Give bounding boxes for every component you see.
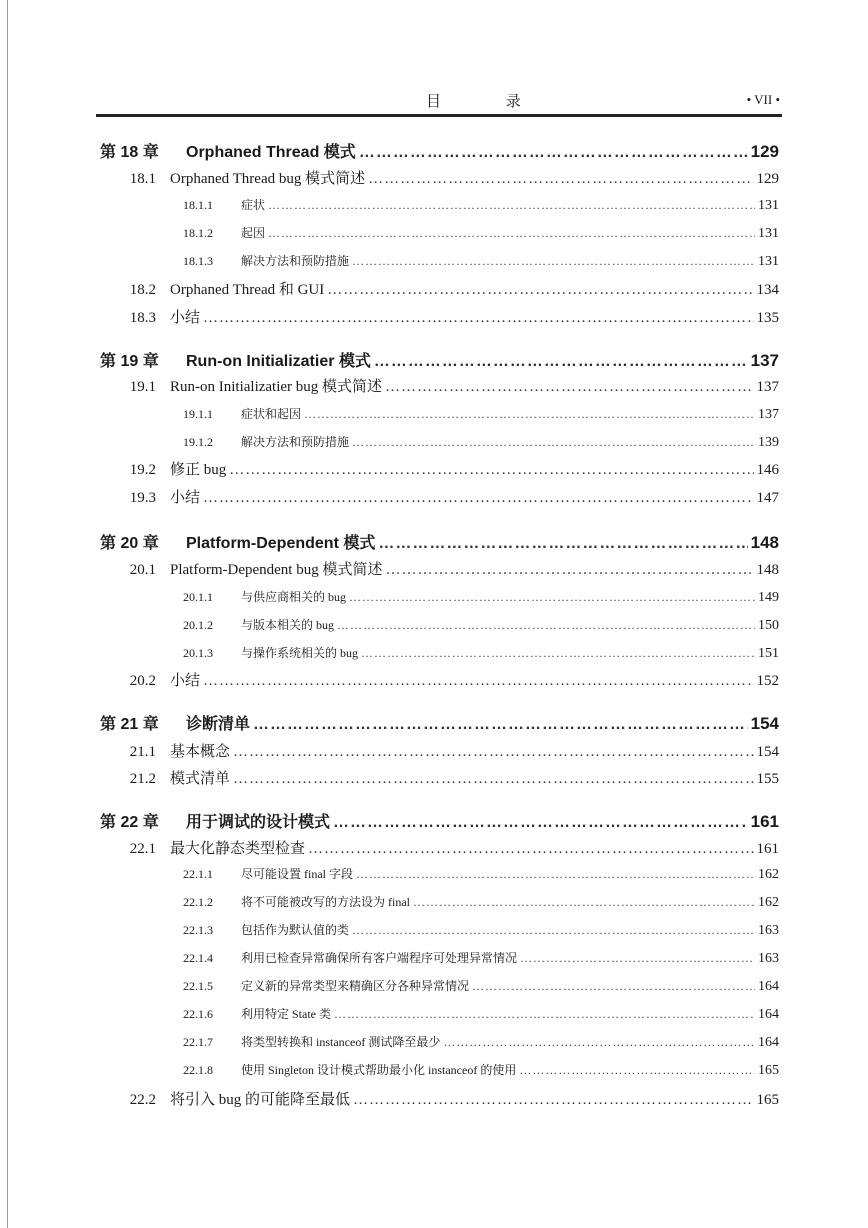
- toc-entry-number: 22.1.6: [183, 1007, 213, 1021]
- dot-leader: [368, 171, 753, 188]
- toc-entry-title: 小结: [170, 310, 201, 326]
- toc-entry-number: 19.1.2: [183, 435, 213, 449]
- dot-leader: [361, 646, 755, 661]
- toc-entry-number: 22.1.8: [183, 1063, 213, 1077]
- dot-leader: [519, 1063, 755, 1078]
- dot-leader: [353, 1092, 753, 1109]
- toc-entry-sec: [100, 486, 779, 507]
- dot-leader: [472, 979, 755, 994]
- toc-entry-page: 147: [756, 490, 779, 506]
- dot-leader: [334, 1007, 755, 1022]
- toc-entry-sub: [183, 196, 779, 214]
- toc-entry-sec: [100, 306, 779, 327]
- toc-entry-number: 第 20 章: [100, 535, 159, 552]
- toc-entry-number: 20.1: [129, 562, 156, 578]
- toc-entry-page: 139: [758, 435, 779, 450]
- toc-entry-sub: [183, 893, 779, 911]
- toc-entry-page: 163: [758, 923, 779, 938]
- toc-entry-title: 尽可能设置 final 字段: [241, 867, 353, 881]
- toc-entry-chap: [100, 139, 779, 162]
- toc-entry-title: Run-on Initializatier 模式: [186, 353, 371, 370]
- toc-entry-number: 20.1.1: [183, 590, 213, 604]
- toc-entry-title: 使用 Singleton 设计模式帮助最小化 instanceof 的使用: [241, 1063, 517, 1077]
- toc-entry-title: Platform-Dependent bug 模式简述: [170, 562, 383, 578]
- toc-entry-number: 20.2: [129, 673, 156, 689]
- toc-entry-title: 将不可能被改写的方法设为 final: [241, 895, 410, 909]
- toc-entry-sec: [100, 458, 779, 479]
- toc-entry-page: 165: [756, 1092, 779, 1108]
- toc-entry-number: 22.1.4: [183, 951, 213, 965]
- toc-entry-number: 22.2: [129, 1092, 156, 1108]
- toc-entry-number: 第 22 章: [100, 814, 159, 831]
- toc-entry-page: 154: [756, 744, 779, 760]
- dot-leader: [352, 923, 755, 938]
- toc-entry-number: 19.1.1: [183, 407, 213, 421]
- toc-entry-page: 164: [758, 1007, 779, 1022]
- toc-entry-title: 与供应商相关的 bug: [241, 590, 347, 604]
- running-header: [96, 90, 782, 114]
- toc-entry-title: 起因: [241, 226, 266, 240]
- toc-entry-title: Orphaned Thread 模式: [186, 144, 356, 161]
- toc-entry-sub: [183, 1033, 779, 1051]
- toc-entry-sec: [100, 740, 779, 761]
- dot-leader: [304, 407, 755, 422]
- toc-entry-sec: [100, 767, 779, 788]
- toc-entry-sec: [100, 375, 779, 396]
- toc-entry-title: Platform-Dependent 模式: [186, 535, 376, 552]
- toc-entry-number: 22.1.1: [183, 867, 213, 881]
- toc-entry-number: 19.1: [129, 379, 156, 395]
- dot-leader: [359, 144, 748, 162]
- toc-entry-title: 将类型转换和 instanceof 测试降至最少: [241, 1035, 441, 1049]
- toc-entry-title: 基本概念: [170, 744, 231, 760]
- dot-leader: [385, 562, 753, 579]
- toc-entry-title: 将引入 bug 的可能降至最低: [170, 1092, 351, 1108]
- toc-entry-number: 18.1.1: [183, 198, 213, 212]
- toc-entry-number: 20.1.3: [183, 646, 213, 660]
- toc-entry-number: 18.2: [129, 282, 156, 298]
- toc-entry-title: 修正 bug: [170, 462, 227, 478]
- toc-entry-number: 第 18 章: [100, 144, 159, 161]
- toc-entry-page: 161: [756, 841, 779, 857]
- toc-entry-page: 150: [758, 618, 779, 633]
- dot-leader: [308, 841, 753, 858]
- toc-entry-page: 164: [758, 979, 779, 994]
- toc-entry-title: 定义新的异常类型来精确区分各种异常情况: [241, 979, 470, 993]
- toc-entry-number: 22.1: [129, 841, 156, 857]
- toc-entry-page: 162: [758, 867, 779, 882]
- toc-entry-number: 19.2: [129, 462, 156, 478]
- toc-entry-page: 151: [758, 646, 779, 661]
- toc-entry-sec: [100, 278, 779, 299]
- toc-entry-sub: [183, 921, 779, 939]
- dot-leader: [268, 226, 755, 241]
- toc-entry-page: 131: [758, 198, 779, 213]
- toc-entry-page: 135: [756, 310, 779, 326]
- dot-leader: [233, 744, 753, 761]
- toc-entry-page: 155: [756, 771, 779, 787]
- dot-leader: [203, 310, 753, 327]
- toc-entry-number: 第 19 章: [100, 353, 159, 370]
- toc-entry-page: 129: [756, 171, 779, 187]
- toc-entry-title: 解决方法和预防措施: [241, 435, 350, 449]
- toc-entry-sub: [183, 405, 779, 423]
- toc-entry-title: 症状: [241, 198, 266, 212]
- toc-entry-title: 利用特定 State 类: [241, 1007, 331, 1021]
- dot-leader: [378, 535, 747, 553]
- dot-leader: [356, 867, 755, 882]
- toc-entry-number: 22.1.5: [183, 979, 213, 993]
- toc-entry-title: 小结: [170, 673, 201, 689]
- dot-leader: [268, 198, 755, 213]
- toc-entry-sub: [183, 1061, 779, 1079]
- toc-entry-sub: [183, 224, 779, 242]
- dot-leader: [327, 282, 753, 299]
- toc-entry-number: 18.1: [129, 171, 156, 187]
- dot-leader: [413, 895, 755, 910]
- toc-entry-sub: [183, 865, 779, 883]
- toc-entry-page: 148: [756, 562, 779, 578]
- dot-leader: [203, 490, 753, 507]
- toc-entry-number: 22.1.7: [183, 1035, 213, 1049]
- toc-entry-title: 包括作为默认值的类: [241, 923, 350, 937]
- toc-entry-sub: [183, 616, 779, 634]
- toc-entry-title: 症状和起因: [241, 407, 302, 421]
- toc-entry-sec: [100, 669, 779, 690]
- header-page-number: • VII •: [746, 92, 780, 107]
- dot-leader: [349, 590, 755, 605]
- toc-entry-page: 131: [758, 254, 779, 269]
- toc-entry-sub: [183, 252, 779, 270]
- toc-entry-page: 149: [758, 590, 779, 605]
- dot-leader: [520, 951, 755, 966]
- toc-entry-page: 154: [750, 714, 779, 733]
- dot-leader: [337, 618, 755, 633]
- toc-entry-title: 模式清单: [170, 771, 231, 787]
- page-edge-line: [7, 0, 8, 1228]
- toc-entry-sec: [100, 167, 779, 188]
- dot-leader: [385, 379, 753, 396]
- toc-entry-title: 利用已检查异常确保所有客户端程序可处理异常情况: [241, 951, 518, 965]
- toc-entry-chap: [100, 530, 779, 553]
- toc-entry-sub: [183, 644, 779, 662]
- toc-entry-page: 137: [758, 407, 779, 422]
- toc-entry-title: Orphaned Thread 和 GUI: [170, 282, 325, 298]
- toc-entry-page: 137: [756, 379, 779, 395]
- dot-leader: [229, 462, 753, 479]
- dot-leader: [352, 435, 755, 450]
- toc-entry-number: 20.1.2: [183, 618, 213, 632]
- toc-entry-sec: [100, 558, 779, 579]
- toc-entry-page: 137: [750, 351, 779, 370]
- toc-entry-number: 18.1.2: [183, 226, 213, 240]
- toc-entry-page: 163: [758, 951, 779, 966]
- dot-leader: [374, 353, 748, 371]
- toc-entry-sec: [100, 1088, 779, 1109]
- toc-entry-number: 21.2: [129, 771, 156, 787]
- dot-leader: [333, 814, 748, 832]
- toc-entry-number: 18.3: [129, 310, 156, 326]
- dot-leader: [203, 673, 753, 690]
- dot-leader: [352, 254, 755, 269]
- toc-entry-page: 146: [756, 462, 779, 478]
- toc-entry-title: 诊断清单: [186, 716, 251, 733]
- toc-entry-number: 22.1.3: [183, 923, 213, 937]
- toc-entry-sub: [183, 1005, 779, 1023]
- dot-leader: [233, 771, 753, 788]
- toc-entry-number: 18.1.3: [183, 254, 213, 268]
- toc-entry-page: 162: [758, 895, 779, 910]
- toc-entry-page: 161: [750, 812, 779, 831]
- toc-entry-page: 134: [756, 282, 779, 298]
- header-title: 目 录: [426, 92, 551, 110]
- toc-entry-number: 第 21 章: [100, 716, 159, 733]
- toc-entry-page: 165: [758, 1063, 779, 1078]
- toc-entry-sub: [183, 588, 779, 606]
- toc-entry-chap: [100, 809, 779, 832]
- toc-entry-page: 148: [750, 533, 779, 552]
- toc-entry-title: 用于调试的设计模式: [186, 814, 331, 831]
- toc-entry-title: 与版本相关的 bug: [241, 618, 335, 632]
- toc-entry-title: 最大化静态类型检查: [170, 841, 306, 857]
- toc-entry-title: 解决方法和预防措施: [241, 254, 350, 268]
- dot-leader: [253, 716, 748, 734]
- toc-entry-page: 129: [750, 142, 779, 161]
- toc-entry-title: Orphaned Thread bug 模式简述: [170, 171, 366, 187]
- toc-entry-sec: [100, 837, 779, 858]
- toc-entry-number: 22.1.2: [183, 895, 213, 909]
- toc-entry-page: 152: [756, 673, 779, 689]
- toc-entry-title: 小结: [170, 490, 201, 506]
- header-rule: [96, 114, 782, 117]
- toc-entry-sub: [183, 433, 779, 451]
- toc-entry-chap: [100, 711, 779, 734]
- dot-leader: [443, 1035, 755, 1050]
- toc-entry-page: 164: [758, 1035, 779, 1050]
- toc-entry-sub: [183, 949, 779, 967]
- toc-entry-number: 21.1: [129, 744, 156, 760]
- toc-entry-number: 19.3: [129, 490, 156, 506]
- toc-entry-chap: [100, 348, 779, 371]
- toc-entry-page: 131: [758, 226, 779, 241]
- toc-entry-sub: [183, 977, 779, 995]
- toc-entry-title: Run-on Initializatier bug 模式简述: [170, 379, 383, 395]
- toc-entry-title: 与操作系统相关的 bug: [241, 646, 359, 660]
